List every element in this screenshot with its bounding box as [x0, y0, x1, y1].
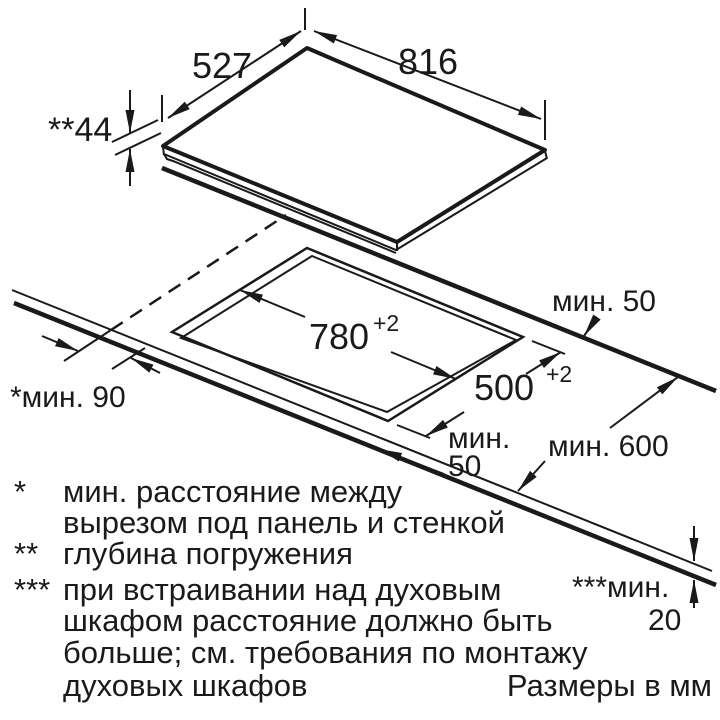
- front-clearance-label-line2: 50: [448, 450, 482, 483]
- worktop-back-edge: [162, 168, 716, 391]
- clearance-below: [572, 526, 694, 637]
- dimension-816: [314, 31, 545, 140]
- arrow-up-600: [610, 377, 678, 428]
- below-clearance-label-line2: 20: [648, 604, 682, 637]
- panel-width-label: 816: [397, 41, 459, 82]
- cooktop-right-corner-edge: [545, 151, 547, 159]
- footnote-3-line2: шкафом расстояние должно быть: [63, 603, 553, 638]
- extension-line-cutout-bottom: [397, 425, 430, 438]
- footnote-3-line1: при встраивании над духовым: [63, 572, 502, 607]
- leader-arrow-front-clearance: [379, 449, 444, 474]
- footnote-3-line3: больше; см. требования по монтажу: [63, 635, 588, 670]
- clearance-back: [552, 285, 656, 336]
- cutout-width-tolerance: +2: [373, 310, 400, 336]
- arrow-down-600: [518, 461, 545, 491]
- units-note: Размеры в мм: [506, 668, 712, 703]
- front-clearance-label-line1: мин.: [448, 422, 511, 455]
- cutout-depth-label: 500: [474, 367, 535, 408]
- cutout-width-label: 780: [309, 316, 370, 357]
- below-clearance-label-line1: ***мин.: [572, 571, 670, 604]
- dimension-line-780-upper: [240, 290, 305, 317]
- side-clearance-label: *мин. 90: [10, 381, 126, 414]
- footnote-marker-1: *: [14, 474, 27, 509]
- worktop-depth-label: мин. 600: [548, 430, 669, 463]
- arrow-right-side-clearance: [42, 336, 78, 351]
- dimension-780: [240, 290, 456, 379]
- footnote-1-line2: вырезом под панель и стенкой: [63, 505, 505, 540]
- dimension-44: [48, 90, 161, 186]
- back-clearance-label: мин. 50: [552, 285, 656, 318]
- footnote-1-line1: мин. расстояние между: [63, 474, 403, 509]
- leader-arrow-back-clearance: [584, 317, 597, 336]
- dimension-600: [518, 377, 678, 491]
- footnote-marker-3: ***: [14, 572, 51, 607]
- footnote-marker-2: **: [14, 536, 39, 571]
- footnote-2-line1: глубина погружения: [63, 536, 353, 571]
- side-wall-dashed-line: [111, 215, 286, 330]
- panel-immersion-label: **44: [48, 111, 113, 149]
- footnote-3-line4: духовых шкафов: [63, 668, 308, 703]
- cutout-depth-tolerance: +2: [546, 361, 573, 387]
- panel-depth-label: 527: [191, 45, 253, 86]
- cooktop-left-corner-edge: [163, 147, 164, 155]
- dimension-line-780-lower: [391, 352, 456, 379]
